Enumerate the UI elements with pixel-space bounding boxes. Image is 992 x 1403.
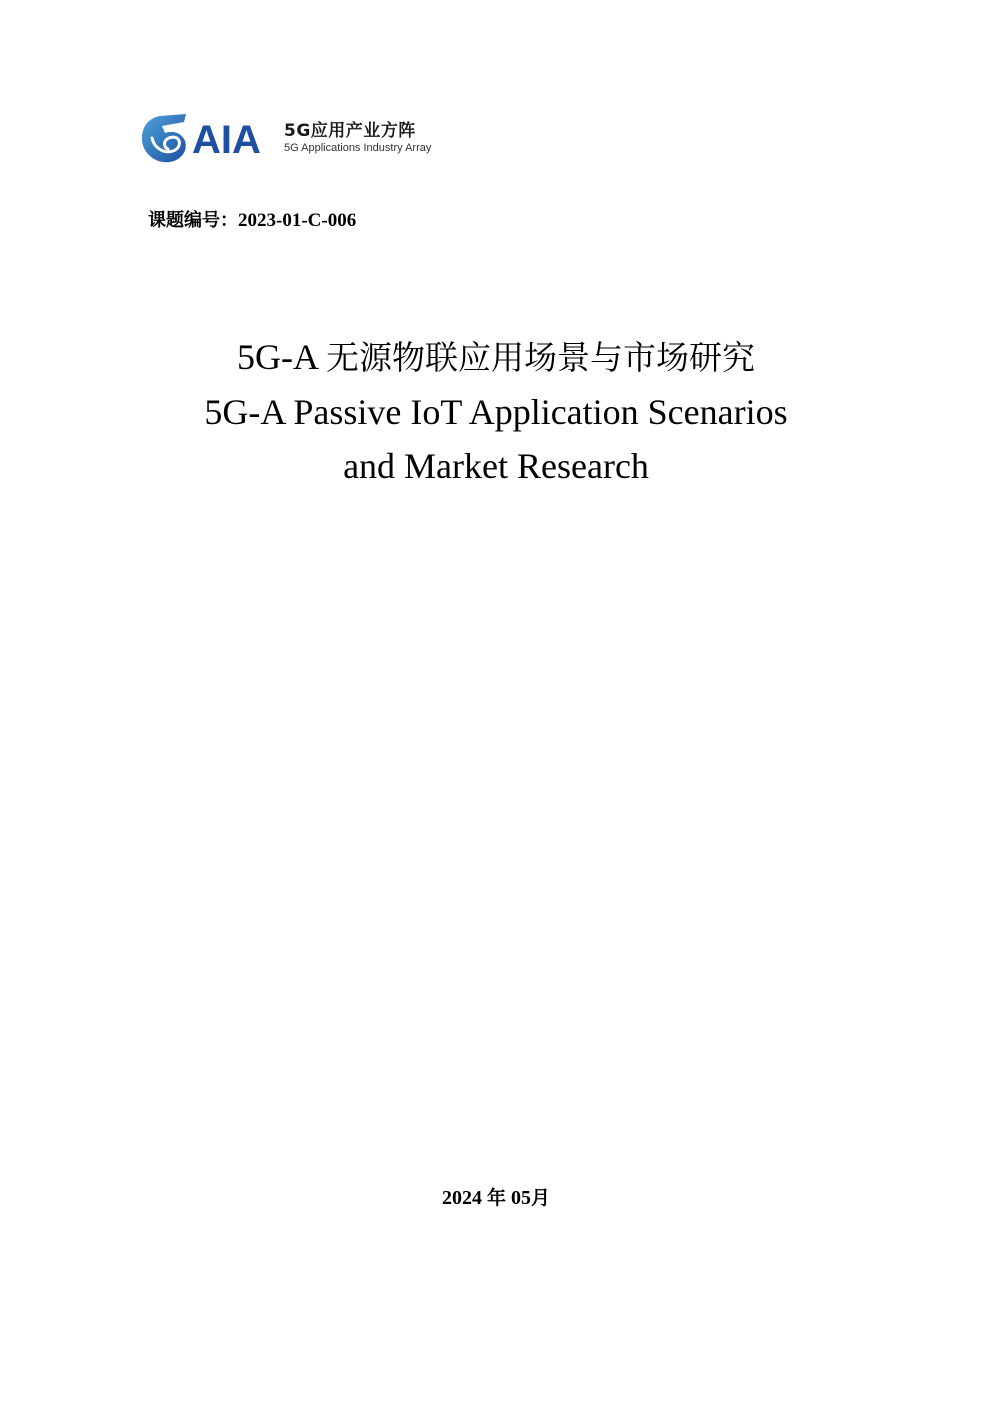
title-english-line-2: and Market Research bbox=[343, 446, 649, 486]
logo-text-group bbox=[284, 121, 431, 155]
publication-date bbox=[0, 1184, 992, 1212]
brand-logo bbox=[138, 108, 458, 168]
logo-name-cn: 5G应用产业方阵 bbox=[284, 121, 416, 141]
title-chinese-line bbox=[0, 330, 992, 385]
logo-mark-text: AIA bbox=[192, 118, 261, 162]
date-year-unit: 年 bbox=[486, 1187, 506, 1209]
date-year: 2024 bbox=[441, 1187, 482, 1209]
title-cn-text: 无源物联应用场景与市场研究 bbox=[326, 338, 755, 377]
project-code bbox=[148, 208, 356, 234]
5gaia-logo-icon bbox=[138, 108, 274, 168]
project-code-label: 课题编号： bbox=[148, 210, 238, 231]
date-month-unit: 月 bbox=[531, 1187, 551, 1209]
document-title bbox=[0, 330, 992, 493]
project-code-value: 2023-01-C-006 bbox=[238, 210, 357, 231]
title-english-line-1: 5G-A Passive IoT Application Scenarios bbox=[204, 392, 788, 432]
date-month: 05 bbox=[511, 1187, 531, 1209]
title-prefix: 5G-A bbox=[237, 337, 317, 377]
logo-name-en: 5G Applications Industry Array bbox=[284, 142, 432, 154]
